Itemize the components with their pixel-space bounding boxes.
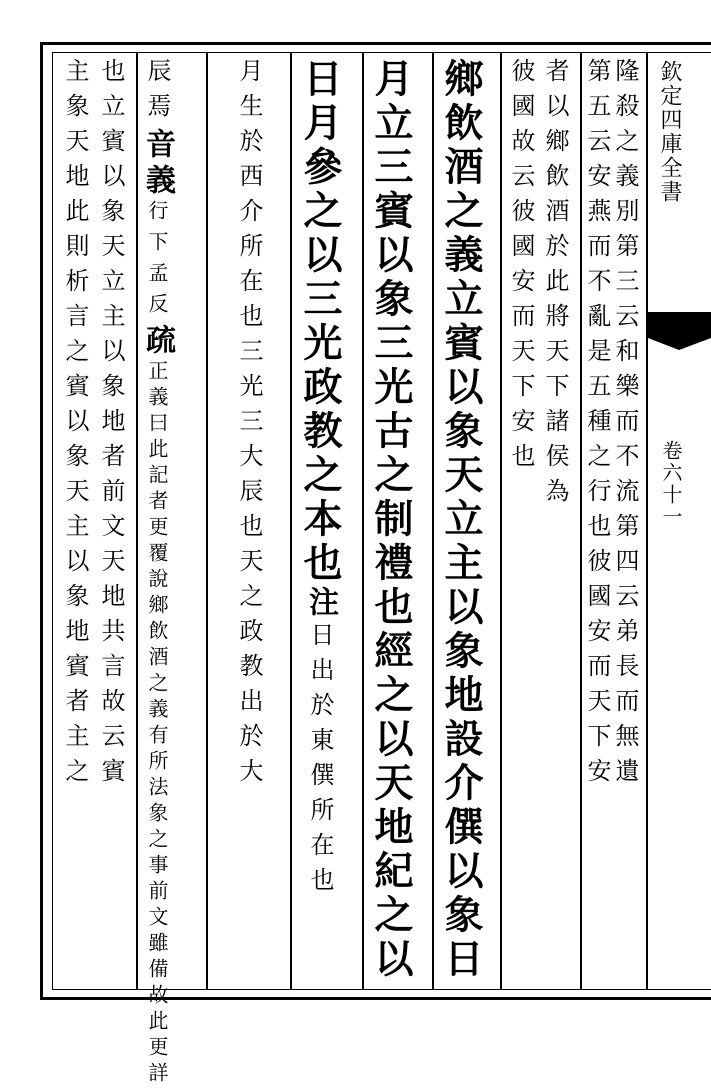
commentary-column-6 <box>140 58 175 1088</box>
pronunciation-text: 行下孟反 <box>145 200 169 324</box>
commentary-text: 辰焉 <box>143 58 171 128</box>
subcommentary-label: 疏 <box>140 324 175 360</box>
main-text-column-3 <box>298 58 342 902</box>
commentary-column-8: 主象天地此則析言之賓以象天主以象地賓者主之 <box>61 58 89 793</box>
commentary-column-4: 彼國故云彼國安而天下安也 <box>507 58 535 478</box>
volume-label: 卷六十一 <box>659 440 683 528</box>
column-rule <box>362 52 364 990</box>
main-text-column-1: 鄉飲酒之義立賓以象天立主以象地設介僎以象日 <box>438 58 484 982</box>
subcommentary-text: 正義曰此記者更覆說鄉飲酒之義有所法象之事前文雖備故此更詳 <box>145 360 169 1088</box>
commentary-column-3: 者以鄉飲酒於此將天下諸侯為 <box>541 58 569 513</box>
column-rule <box>432 52 434 990</box>
book-title: 欽定四庫全書 <box>657 60 682 204</box>
commentary-column-1: 隆殺之義別第三云和樂而不流第四云弟長而無遺 <box>611 58 639 793</box>
commentary-column-5: 月生於西介所在也三光三大辰也天之政教出於大 <box>235 58 263 793</box>
annotation-label: 注 <box>303 586 338 622</box>
fishtail-mark <box>648 312 711 338</box>
column-rule <box>206 52 208 990</box>
column-rule <box>136 52 138 990</box>
commentary-column-7: 也立賓以象天立主以象地者前文天地共言故云賓 <box>97 58 125 793</box>
column-rule <box>290 52 292 990</box>
commentary-column-2: 第五云安燕而不亂是五種之行也彼國安而天下安 <box>583 58 611 793</box>
main-text-column-2: 月立三賓以象三光古之制禮也經之以天地紀之以 <box>368 58 414 982</box>
pronunciation-label: 音義 <box>140 128 175 200</box>
annotation-text: 日出於東僎所在也 <box>306 622 334 902</box>
column-rule <box>500 52 502 990</box>
main-text-segment: 日月參之以三光政教之本也 <box>297 58 343 586</box>
